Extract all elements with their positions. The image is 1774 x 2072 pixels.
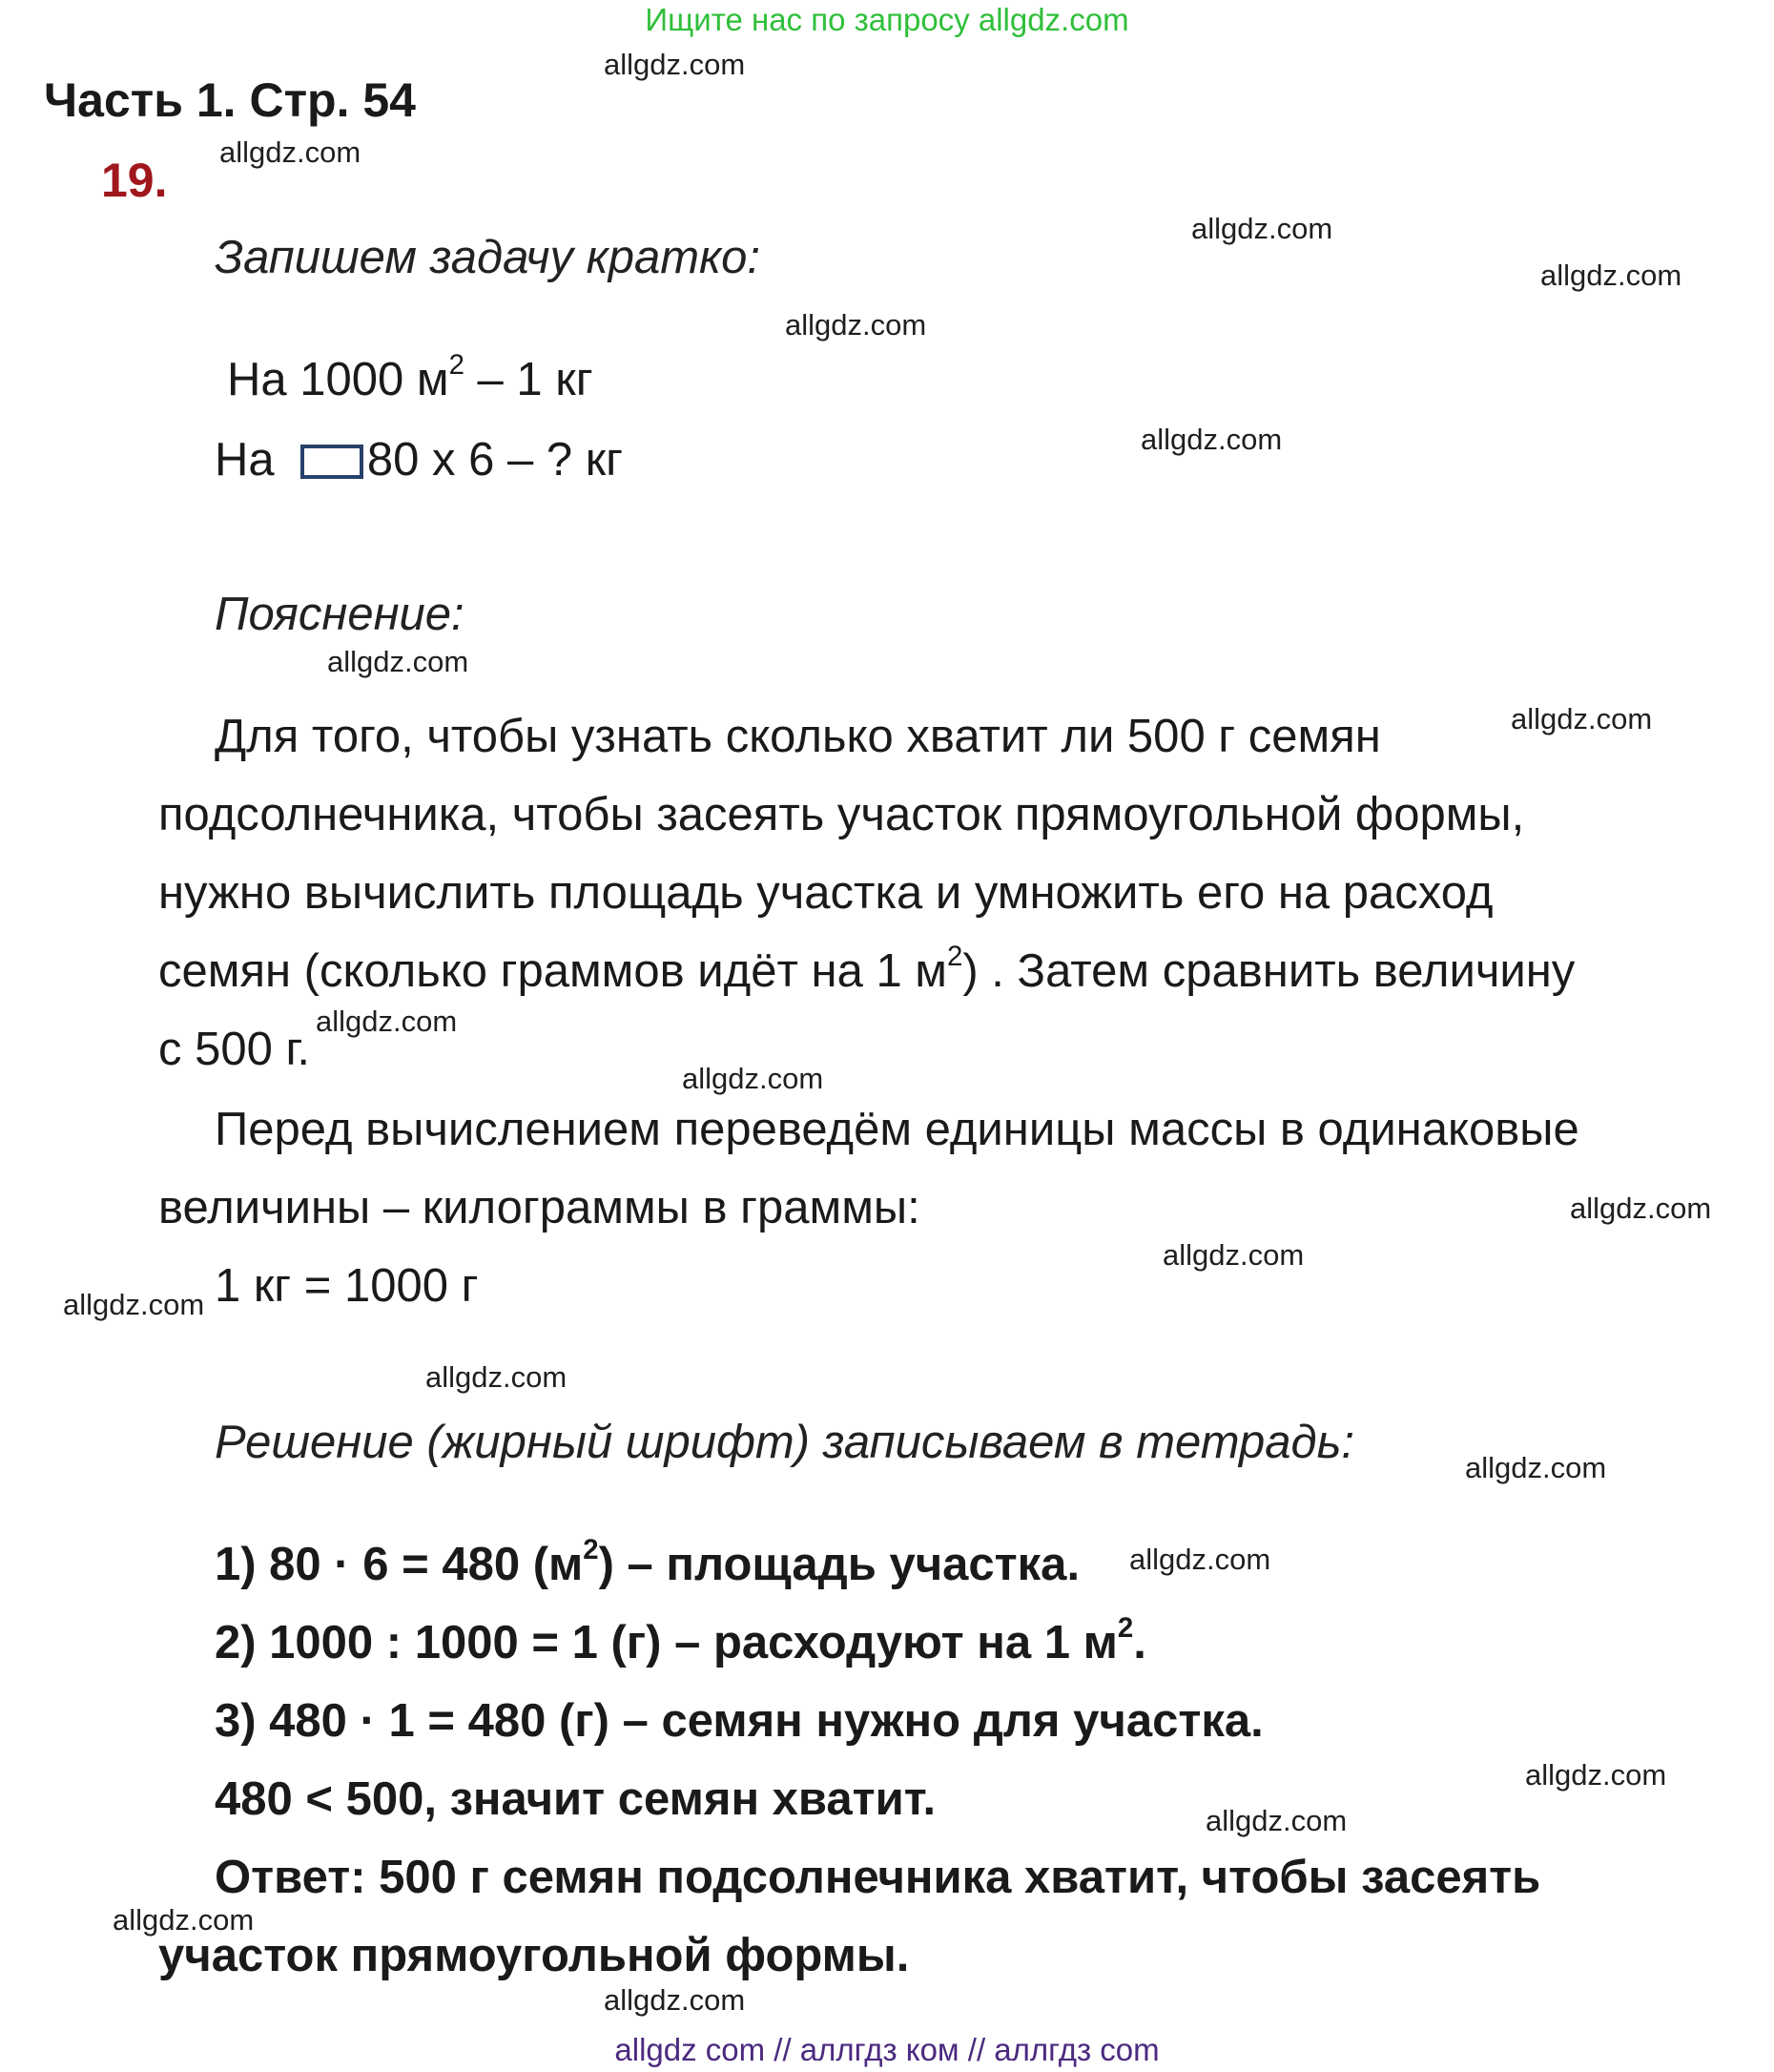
- page-title: Часть 1. Стр. 54: [44, 73, 416, 127]
- top-banner: Ищите нас по запросу allgdz.com: [645, 2, 1129, 37]
- short-line-1-sup: 2: [448, 349, 464, 382]
- watermark: allgdz.com: [1465, 1451, 1607, 1484]
- explain-line-5: с 500 г.: [158, 1024, 310, 1075]
- watermark: allgdz.com: [604, 48, 746, 81]
- solution-step-1: [215, 1534, 1081, 1591]
- watermark: allgdz.com: [1191, 212, 1333, 245]
- solution-comparison: 480 < 500, значит семян хватит.: [215, 1773, 937, 1825]
- watermark: allgdz.com: [425, 1360, 567, 1394]
- solution-step-1-sup: 2: [583, 1534, 599, 1566]
- short-line-2-pre: На: [215, 434, 275, 486]
- watermark: allgdz.com: [219, 135, 361, 169]
- short-heading: Запишем задачу кратко:: [215, 232, 761, 283]
- solution-step-2-pre: 2) 1000 : 1000 = 1 (г) – расходуют на 1 м: [215, 1617, 1118, 1668]
- solution-heading: Решение (жирный шрифт) записываем в тетрадь:: [215, 1417, 1354, 1468]
- watermark: allgdz.com: [1129, 1543, 1271, 1576]
- footer-links: allgdz com // аллгдз ком // аллгдз com: [614, 2032, 1160, 2067]
- explain-line-1: Для того, чтобы узнать сколько хватит ли 500 г семян: [215, 711, 1381, 762]
- explain-line-4-pre: семян (сколько граммов идёт на 1 м: [158, 945, 947, 997]
- explain-line-8: 1 кг = 1000 г: [215, 1260, 479, 1312]
- watermark: allgdz.com: [63, 1288, 205, 1321]
- short-line-2: [215, 433, 623, 487]
- watermark: allgdz.com: [682, 1062, 824, 1095]
- watermark: allgdz.com: [327, 645, 469, 678]
- watermark: allgdz.com: [1163, 1238, 1305, 1272]
- solution-step-1-post: ) – площадь участка.: [598, 1539, 1081, 1590]
- answer-line-2: участок прямоугольной формы.: [158, 1930, 910, 1981]
- solution-step-3: 3) 480 · 1 = 480 (г) – семян нужно для участка.: [215, 1695, 1264, 1747]
- watermark: allgdz.com: [1206, 1804, 1348, 1837]
- solution-step-1-pre: 1) 80 · 6 = 480 (м: [215, 1539, 584, 1590]
- short-line-1-post: – 1 кг: [464, 354, 593, 405]
- rectangle-icon: [300, 445, 363, 479]
- solution-step-2-post: .: [1133, 1617, 1146, 1668]
- explain-line-3: нужно вычислить площадь участка и умножить его на расход: [158, 867, 1494, 919]
- explain-line-7: величины – килограммы в граммы:: [158, 1182, 920, 1233]
- short-line-1: [227, 349, 593, 406]
- explain-line-2: подсолнечника, чтобы засеять участок прямоугольной формы,: [158, 789, 1525, 840]
- explain-line-6: Перед вычислением переведём единицы массы в одинаковые: [215, 1104, 1579, 1155]
- explain-heading: Пояснение:: [215, 589, 464, 640]
- watermark: allgdz.com: [1570, 1191, 1712, 1225]
- task-number: 19.: [101, 154, 168, 207]
- solution-step-2-sup: 2: [1117, 1612, 1134, 1645]
- watermark: allgdz.com: [316, 1005, 458, 1038]
- explain-line-4-sup: 2: [947, 941, 963, 973]
- watermark: allgdz.com: [1141, 423, 1283, 456]
- explain-line-4-post: ) . Затем сравнить величину: [962, 945, 1576, 997]
- watermark: allgdz.com: [785, 308, 927, 342]
- watermark: allgdz.com: [604, 1983, 746, 2017]
- watermark: allgdz.com: [1525, 1758, 1667, 1792]
- short-line-2-post: 80 х 6 – ? кг: [366, 434, 624, 486]
- short-line-1-pre: На 1000 м: [227, 354, 449, 405]
- watermark: allgdz.com: [1540, 259, 1682, 292]
- watermark: allgdz.com: [113, 1903, 255, 1937]
- watermark: allgdz.com: [1511, 702, 1653, 736]
- explain-line-4: [158, 941, 1576, 998]
- solution-step-2: [215, 1612, 1146, 1669]
- answer-line-1: Ответ: 500 г семян подсолнечника хватит, чтобы засеять: [215, 1852, 1541, 1903]
